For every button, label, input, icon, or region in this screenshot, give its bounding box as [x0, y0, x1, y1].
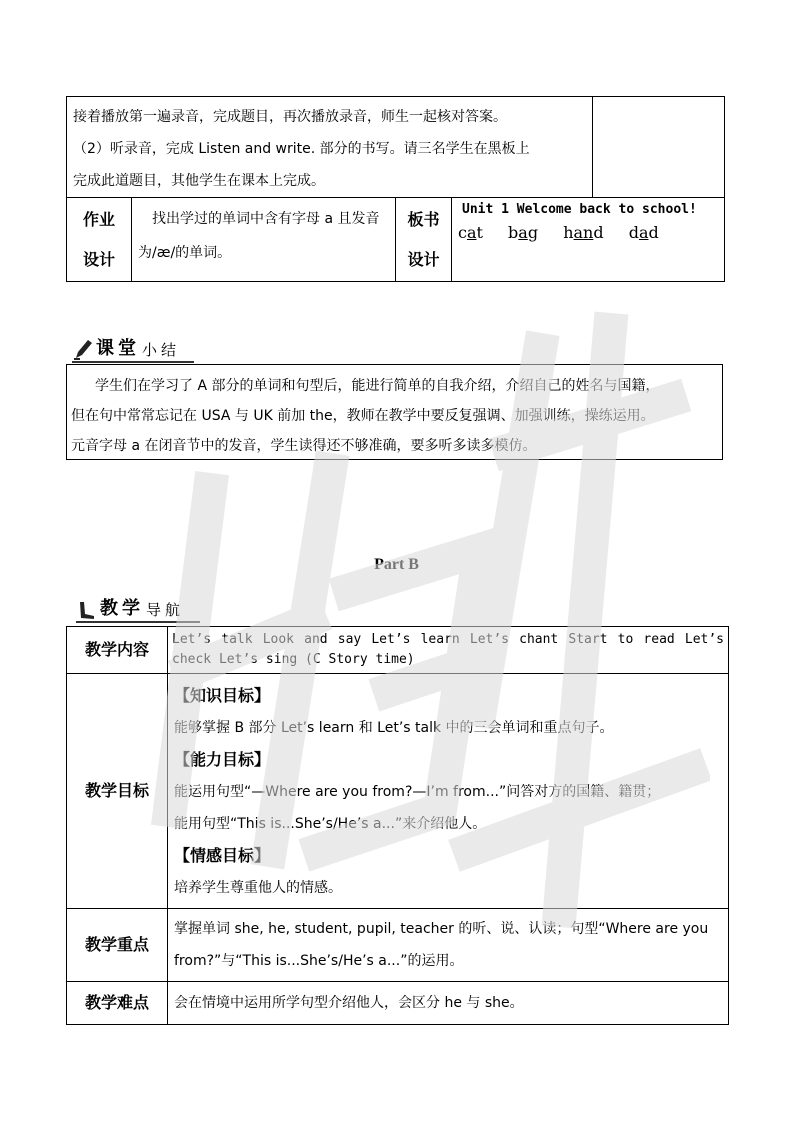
goal-cell — [168, 674, 729, 909]
goal-label: 教学目标 — [67, 674, 168, 909]
board-word: bag — [508, 223, 539, 242]
key-text-2: from?”与“This is...She’s/He’s a...”的运用。 — [174, 953, 464, 969]
top-table-row-procedure — [67, 97, 725, 198]
board-label-cell — [396, 198, 452, 282]
top-table — [66, 96, 725, 282]
key-text-1: 掌握单词 she, he, student, pupil, teacher 的听、说、认读；句型“Where are you — [174, 921, 709, 937]
teaching-table — [66, 626, 729, 1025]
summary-header-underline — [72, 361, 194, 363]
homework-label-1: 作业 — [82, 209, 115, 229]
board-title: Unit 1 Welcome back to school! — [462, 202, 697, 217]
board-words — [452, 217, 724, 242]
teaching-goal-row — [67, 674, 729, 909]
homework-text-cell — [132, 198, 396, 282]
board-design-cell — [452, 198, 725, 282]
procedure-line-1: 接着播放第一遍录音，完成题目，再次播放录音，师生一起核对答案。 — [73, 109, 507, 125]
teaching-key-row — [67, 909, 729, 982]
board-word: dad — [628, 223, 659, 242]
goal-ability-text-1: 能运用句型“—Where are you from?—I’m from...”问答对方的国籍、籍贯； — [174, 784, 661, 800]
board-word: cat — [458, 223, 483, 242]
pen-icon — [76, 598, 98, 620]
goal-emotion-text: 培养学生尊重他人的情感。 — [174, 880, 342, 896]
homework-label-2: 设计 — [82, 249, 115, 269]
procedure-line-3: 完成此道题目，其他学生在课本上完成。 — [73, 173, 325, 189]
diff-label: 教学难点 — [67, 982, 168, 1025]
goal-ability-head: 【能力目标】 — [174, 750, 271, 769]
content-text: Let’s talk Look and say Let’s learn Let’s chant Start to read Let’s check Let’s sing (C Story time) — [168, 627, 729, 674]
diff-text: 会在情境中运用所学句型介绍他人，会区分 he 与 she。 — [168, 982, 729, 1025]
top-table-row-homework — [67, 198, 725, 282]
board-word: hand — [563, 223, 604, 242]
homework-text: 找出学过的单词中含有字母 a 且发音为/æ/的单词。 — [138, 211, 380, 261]
summary-header — [72, 334, 194, 360]
procedure-line-2: （2）听录音，完成 Listen and write. 部分的书写。请三名学生在黑板上 — [73, 141, 530, 157]
board-label-1: 板书 — [407, 209, 440, 229]
goal-knowledge-head: 【知识目标】 — [174, 686, 271, 705]
goal-ability-text-2: 能用句型“This is...She’s/He’s a...”来介绍他人。 — [174, 816, 487, 832]
content-label: 教学内容 — [67, 627, 168, 674]
procedure-side-cell — [593, 97, 725, 198]
key-label: 教学重点 — [67, 909, 168, 982]
summary-line-3: 元音字母 a 在闭音节中的发音，学生读得还不够准确，要多听多读多模仿。 — [71, 438, 537, 454]
nav-header-sub: 导航 — [146, 601, 185, 619]
goal-emotion-head: 【情感目标】 — [174, 846, 271, 865]
goal-knowledge-text: 能够掌握 B 部分 Let’s learn 和 Let’s talk 中的三会单词和重点句子。 — [174, 720, 614, 736]
summary-line-1: 学生们在学习了 A 部分的单词和句型后，能进行简单的自我介绍，介绍自己的姓名与国籍， — [95, 378, 660, 394]
nav-header-main: 教学 — [100, 598, 144, 619]
teaching-difficulty-row — [67, 982, 729, 1025]
part-title: Part B — [374, 556, 419, 573]
key-cell — [168, 909, 729, 982]
summary-header-sub: 小结 — [142, 341, 181, 359]
procedure-cell — [67, 97, 593, 198]
board-label-2: 设计 — [407, 249, 440, 269]
summary-line-2: 但在句中常常忘记在 USA 与 UK 前加 the，教师在教学中要反复强调、加强训练，操练运用。 — [71, 408, 655, 424]
homework-label-cell — [67, 198, 132, 282]
teaching-content-row — [67, 627, 729, 674]
nav-header-underline — [76, 621, 200, 623]
nav-header — [76, 594, 200, 620]
summary-header-main: 课堂 — [96, 338, 140, 359]
summary-box — [66, 364, 723, 460]
pen-icon — [72, 338, 94, 360]
